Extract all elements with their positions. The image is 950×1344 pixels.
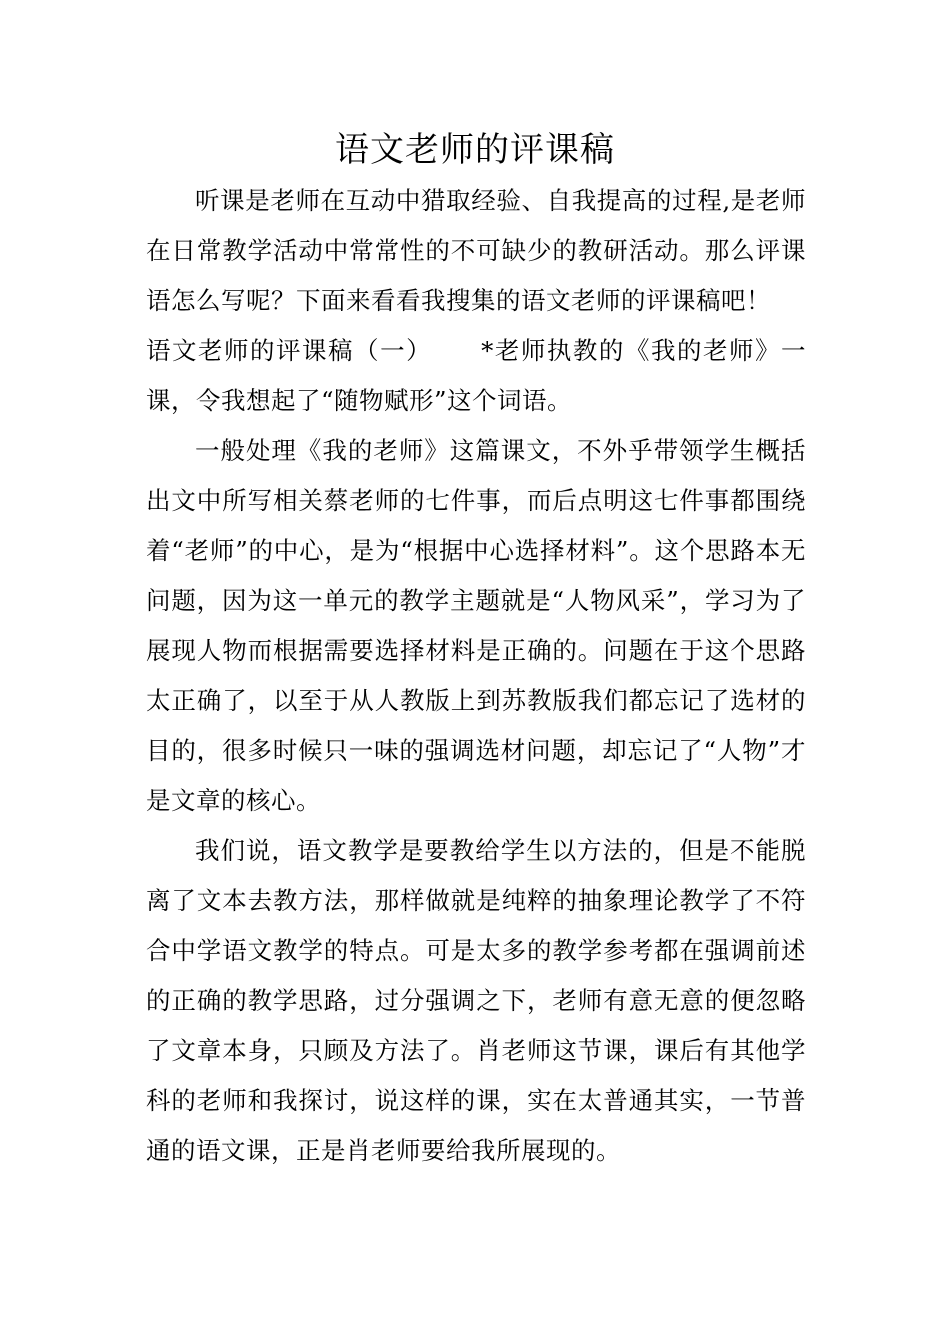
body-paragraph-1: 一般处理《我的老师》这篇课文，不外乎带领学生概括出文中所写相关蔡老师的七件事，而后点明这七件事都围绕着“老师”的中心，是为“根据中心选择材料”。这个思路本无问题，因为这一单元的教学主题就是“人物风采”，学习为了展现人物而根据需要选择材料是正确的。问题在于这个思路太正确了，以至于从人教版上到苏教版我们都忘记了选材的目的，很多时候只一味的强调选材问题，却忘记了“人物”才是文章的核心。 [146,436,806,815]
intro-paragraph: 听课是老师在互动中猎取经验、自我提高的过程,是老师在日常教学活动中常常性的不可缺少的教研活动。那么评课语怎么写呢？下面来看看我搜集的语文老师的评课稿吧！ [146,186,806,315]
document-title: 语文老师的评课稿 [335,130,615,170]
document-body [146,176,806,1176]
body-paragraph-2: 我们说，语文教学是要教给学生以方法的，但是不能脱离了文本去教方法，那样做就是纯粹的抽象理论教学了不符合中学语文教学的特点。可是太多的教学参考都在强调前述的正确的教学思路，过分强调之下，老师有意无意的便忽略了文章本身，只顾及方法了。肖老师这节课，课后有其他学科的老师和我探讨，说这样的课，实在太普通其实，一节普通的语文课，正是肖老师要给我所展现的。 [146,836,806,1165]
section-heading-paragraph: 语文老师的评课稿（一） *老师执教的《我的老师》一课，令我想起了“随物赋形”这个词语。 [146,336,806,415]
